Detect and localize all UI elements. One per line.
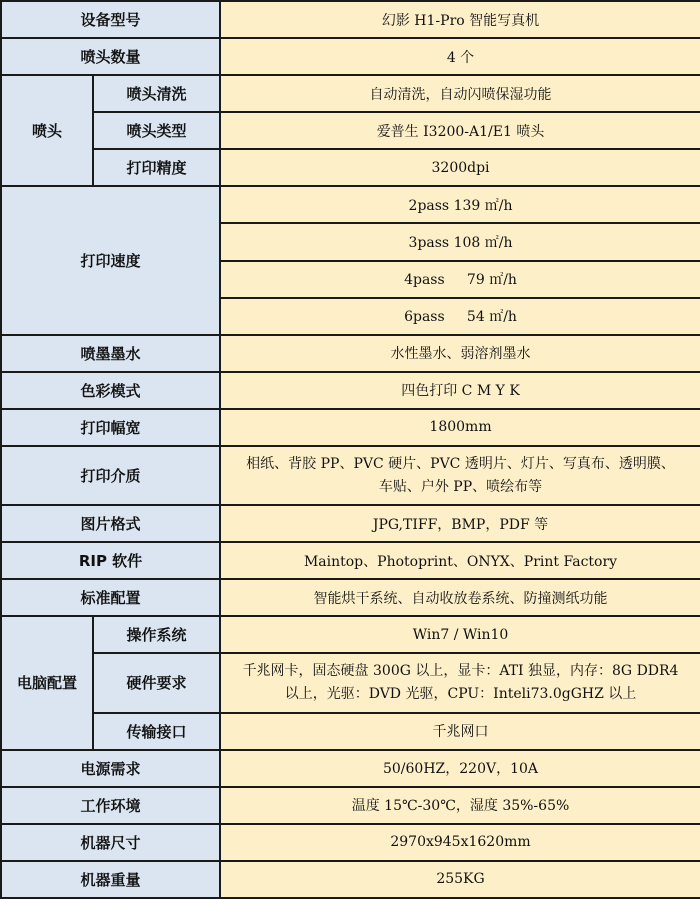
row-label: 机器尺寸 <box>1 824 220 861</box>
value-line: 以上，光驱：DVD 光驱，CPU：Inteli73.0gGHZ 以上 <box>284 685 637 702</box>
row-label: 喷头清洗 <box>93 75 220 112</box>
row-label: 工作环境 <box>1 787 220 824</box>
row-value: JPG,TIFF，BMP，PDF 等 <box>220 505 700 542</box>
table-row <box>1 750 700 787</box>
row-value: 3200dpi <box>220 149 700 186</box>
table-row <box>1 653 700 712</box>
value-line: 千兆网卡，固态硬盘 300G 以上，显卡：ATI 独显，内存：8G DDR4 <box>242 662 679 679</box>
table-row <box>1 542 700 579</box>
speed-value: 3pass 108 ㎡/h <box>220 223 700 260</box>
row-value: 自动清洗，自动闪喷保湿功能 <box>220 75 700 112</box>
row-label: 机器重量 <box>1 861 220 898</box>
table-row <box>1 1 700 38</box>
table-row <box>1 38 700 75</box>
table-row <box>1 335 700 372</box>
row-value: 4 个 <box>220 38 700 75</box>
row-label: 电源需求 <box>1 750 220 787</box>
table-row <box>1 505 700 542</box>
row-label: 设备型号 <box>1 1 220 38</box>
row-value: Maintop、Photoprint、ONYX、Print Factory <box>220 542 700 579</box>
table-row <box>1 149 700 186</box>
row-value: 爱普生 I3200-A1/E1 喷头 <box>220 112 700 149</box>
row-value: 255KG <box>220 861 700 898</box>
row-label: 传输接口 <box>93 713 220 750</box>
table-row <box>1 713 700 750</box>
row-label: 喷墨墨水 <box>1 335 220 372</box>
row-value: 50/60HZ，220V，10A <box>220 750 700 787</box>
row-label: 图片格式 <box>1 505 220 542</box>
row-label: 打印介质 <box>1 446 220 505</box>
row-value: 千兆网口 <box>220 713 700 750</box>
row-label: 硬件要求 <box>93 653 220 712</box>
table-row <box>1 186 700 223</box>
table-row <box>1 112 700 149</box>
table-row <box>1 579 700 616</box>
group-label-nozzle: 喷头 <box>1 75 93 186</box>
row-label: 操作系统 <box>93 616 220 653</box>
value-line: 车贴、户外 PP、喷绘布等 <box>378 478 543 495</box>
row-label: 打印精度 <box>93 149 220 186</box>
speed-value: 6pass 54 ㎡/h <box>220 298 700 335</box>
row-value <box>220 446 700 505</box>
group-label-speed: 打印速度 <box>1 186 220 334</box>
table-row <box>1 409 700 446</box>
row-value: 四色打印 C M Y K <box>220 372 700 409</box>
row-label: 标准配置 <box>1 579 220 616</box>
table-row <box>1 787 700 824</box>
row-value <box>220 653 700 712</box>
table-row <box>1 616 700 653</box>
row-label: RIP 软件 <box>1 542 220 579</box>
row-label: 打印幅宽 <box>1 409 220 446</box>
speed-value: 4pass 79 ㎡/h <box>220 261 700 298</box>
table-row <box>1 446 700 505</box>
value-line: 相纸、背胶 PP、PVC 硬片、PVC 透明片、灯片、写真布、透明膜、 <box>246 455 675 472</box>
row-label: 色彩模式 <box>1 372 220 409</box>
row-value: Win7 / Win10 <box>220 616 700 653</box>
table-row <box>1 75 700 112</box>
row-label: 喷头数量 <box>1 38 220 75</box>
speed-value: 2pass 139 ㎡/h <box>220 186 700 223</box>
row-value: 2970x945x1620mm <box>220 824 700 861</box>
row-value: 智能烘干系统、自动收放卷系统、防撞测纸功能 <box>220 579 700 616</box>
row-label: 喷头类型 <box>93 112 220 149</box>
row-value: 1800mm <box>220 409 700 446</box>
group-label-computer: 电脑配置 <box>1 616 93 749</box>
row-value: 幻影 H1-Pro 智能写真机 <box>220 1 700 38</box>
table-row <box>1 861 700 898</box>
row-value: 温度 15℃-30℃，湿度 35%-65% <box>220 787 700 824</box>
table-row <box>1 824 700 861</box>
row-value: 水性墨水、弱溶剂墨水 <box>220 335 700 372</box>
table-row <box>1 372 700 409</box>
